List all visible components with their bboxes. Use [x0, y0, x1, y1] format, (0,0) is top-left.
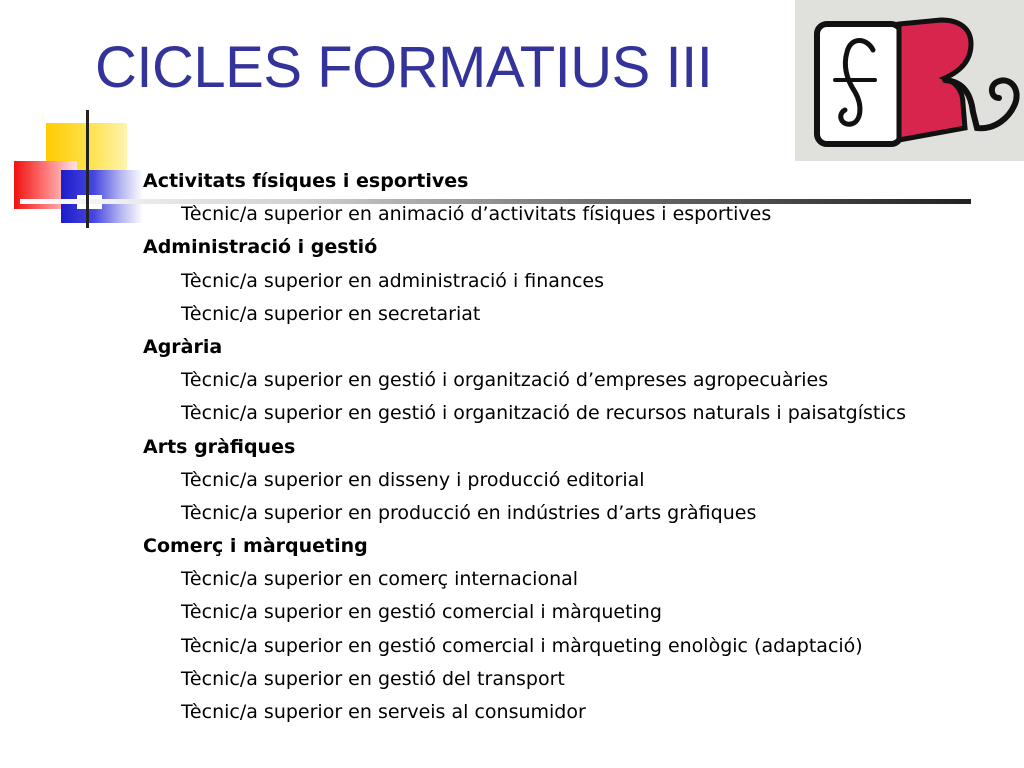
category-heading: Arts gràfiques	[143, 435, 296, 458]
course-item: Tècnic/a superior en gestió i organització de recursos naturals i paisatgístics	[181, 402, 906, 425]
slide-title: CICLES FORMATIUS III	[95, 35, 713, 100]
fr-logo-icon	[795, 0, 1024, 161]
category-heading: Administració i gestió	[143, 236, 378, 259]
course-item: Tècnic/a superior en administració i finances	[181, 269, 605, 292]
decorative-blue-block	[61, 170, 143, 223]
course-item: Tècnic/a superior en gestió del transport	[181, 667, 565, 690]
course-item: Tècnic/a superior en comerç internacional	[181, 568, 579, 591]
course-item: Tècnic/a superior en gestió comercial i màrqueting	[181, 601, 662, 624]
category-heading: Agrària	[143, 335, 223, 358]
course-item: Tècnic/a superior en serveis al consumidor	[181, 701, 586, 723]
category-heading: Activitats físiques i esportives	[143, 170, 469, 192]
course-list	[143, 165, 1003, 729]
course-item: Tècnic/a superior en disseny i producció editorial	[181, 468, 645, 491]
course-item: Tècnic/a superior en gestió i organització d’empreses agropecuàries	[181, 369, 829, 392]
course-item: Tècnic/a superior en producció en indústries d’arts gràfiques	[181, 501, 757, 524]
logo	[795, 0, 1024, 161]
course-item: Tècnic/a superior en gestió comercial i màrqueting enològic (adaptació)	[181, 634, 863, 657]
decorative-vertical-rule	[86, 110, 89, 228]
category-heading: Comerç i màrqueting	[143, 535, 368, 558]
course-item: Tècnic/a superior en animació d’activitats físiques i esportives	[181, 203, 772, 226]
course-item: Tècnic/a superior en secretariat	[181, 302, 481, 325]
